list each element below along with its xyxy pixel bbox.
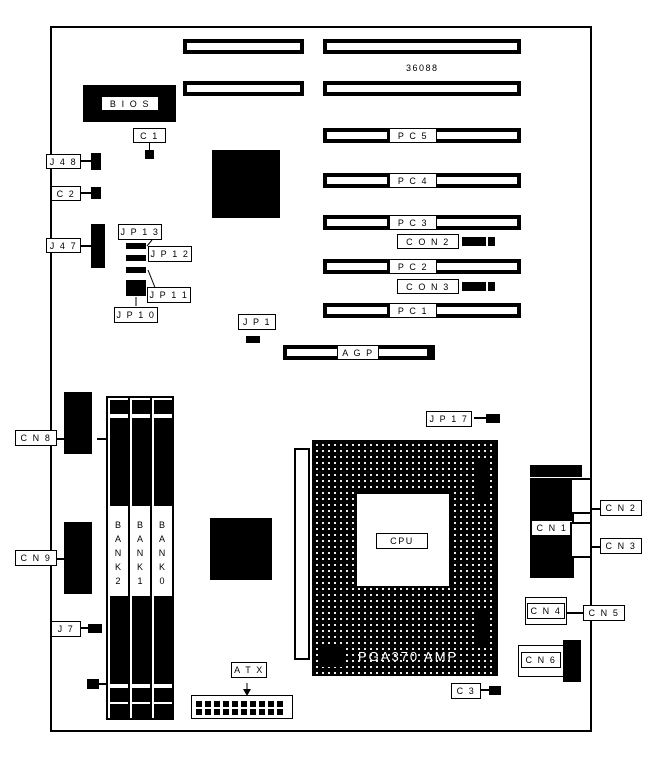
con3-label: C O N 3	[397, 279, 459, 294]
pci-slot-4-label: P C 4	[389, 173, 437, 188]
atx-label: A T X	[231, 662, 267, 678]
bank0-char-3: N	[158, 548, 166, 558]
jp13-label: J P 1 3	[118, 224, 162, 240]
cn6-label: C N 6	[521, 652, 561, 668]
bank1-char-1: B	[136, 520, 143, 530]
cn1-label: C N 1	[531, 520, 573, 536]
j48-label: J 4 8	[46, 154, 81, 169]
jp1-label: J P 1	[238, 314, 276, 330]
cn3-port	[570, 522, 592, 558]
cpu-socket-text: PGA370 AMP	[358, 649, 459, 664]
cn2-port	[570, 478, 592, 514]
cn9-label: C N 9	[15, 550, 57, 566]
bank2-char-3: N	[114, 548, 122, 558]
jp12-label: J P 1 2	[148, 246, 192, 262]
jp17-label: J P 1 7	[426, 411, 472, 427]
bank1-char-4: K	[136, 562, 143, 572]
j47-label: J 4 7	[46, 238, 81, 253]
cn8-label: C N 8	[15, 430, 57, 446]
bank2-char-1: B	[114, 520, 121, 530]
j7-label: J 7	[51, 621, 81, 637]
con2-label: C O N 2	[397, 234, 459, 249]
cpu-label: CPU	[376, 533, 428, 549]
jp10-label: J P 1 0	[114, 307, 158, 323]
bank0-char-2: A	[158, 534, 165, 544]
cn1-shield-top	[530, 465, 582, 477]
cn4-label: C N 4	[527, 603, 565, 619]
capacitor-c3-label: C 3	[451, 683, 481, 699]
pci-slot-5-label: P C 5	[389, 128, 437, 143]
bank1-char-5: 1	[137, 576, 143, 586]
pci-slot-3-label: P C 3	[389, 215, 437, 230]
bank2-char-5: 2	[115, 576, 121, 586]
bank1-char-2: A	[136, 534, 143, 544]
bank2-char-2: A	[114, 534, 121, 544]
cn3-label: C N 3	[600, 538, 642, 554]
bank2-char-4: K	[114, 562, 121, 572]
bios-label: B I O S	[101, 96, 159, 111]
bank0-char-1: B	[158, 520, 165, 530]
cn6-shield	[563, 640, 581, 682]
bank0-char-5: 0	[159, 576, 165, 586]
c2-label: C 2	[51, 186, 81, 201]
board-code: 36088	[406, 63, 439, 73]
jp11-label: J P 1 1	[147, 287, 191, 303]
pci-slot-2-label: P C 2	[389, 259, 437, 274]
cn2-label: C N 2	[600, 500, 642, 516]
bank0-char-4: K	[158, 562, 165, 572]
bank1-char-3: N	[136, 548, 144, 558]
agp-label: A G P	[337, 345, 379, 360]
pci-slot-1-label: P C 1	[389, 303, 437, 318]
capacitor-c1-label: C 1	[133, 128, 166, 143]
cn5-label: C N 5	[583, 605, 625, 621]
